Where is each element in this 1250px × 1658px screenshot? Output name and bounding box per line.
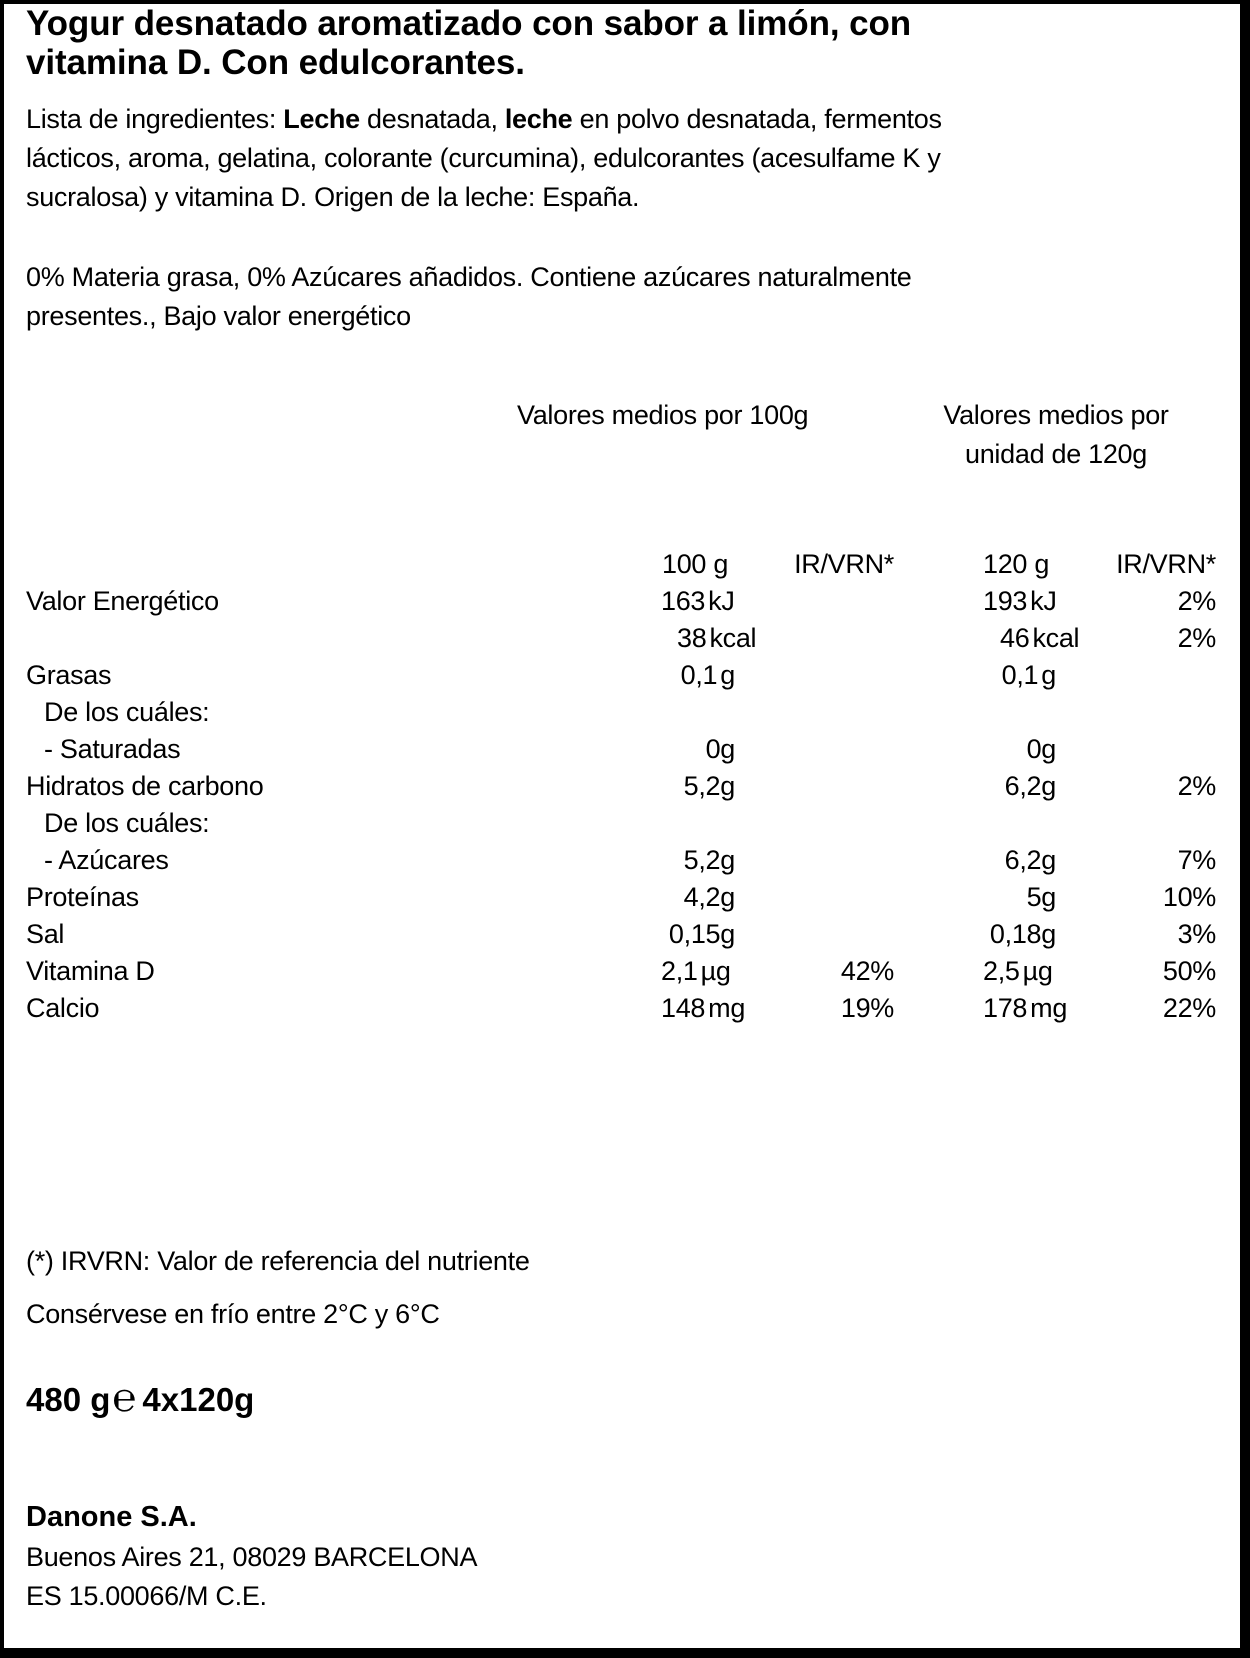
value-120g xyxy=(1002,657,1056,694)
value-number: 5,2 xyxy=(683,771,721,801)
nutrition-claims xyxy=(26,258,912,336)
value-100g xyxy=(661,990,745,1027)
value-number: 38 xyxy=(677,623,707,653)
value-unit: g xyxy=(1041,660,1056,690)
value-number: 0 xyxy=(1026,734,1042,764)
nutrient-label: Proteínas xyxy=(26,882,139,912)
value-number: 2,5 xyxy=(983,956,1020,986)
ingredients-prefix: Lista de ingredientes: xyxy=(26,104,284,134)
value-120g xyxy=(1005,768,1056,805)
product-title xyxy=(26,4,911,82)
nutrient-label: Calcio xyxy=(26,993,100,1023)
net-quantity xyxy=(26,1375,255,1420)
subheader-100g: 100 g xyxy=(662,549,729,579)
value-unit: g xyxy=(1041,882,1056,912)
value-unit: kcal xyxy=(709,623,757,653)
ir-120g: 3% xyxy=(1177,919,1216,949)
table-row xyxy=(0,731,1250,768)
table-row xyxy=(0,805,1250,842)
nutrient-label: Valor Energético xyxy=(26,586,219,616)
table-row xyxy=(0,620,1250,657)
value-100g xyxy=(684,768,735,805)
value-number: 0,18 xyxy=(989,919,1042,949)
ir-120g: 50% xyxy=(1162,956,1216,986)
value-number: 0,15 xyxy=(668,919,721,949)
ir-120g: 2% xyxy=(1177,623,1216,653)
estimated-sign-icon: ℮ xyxy=(112,1375,137,1420)
value-100g xyxy=(681,657,735,694)
company-name: Danone S.A. xyxy=(26,1501,197,1533)
value-120g xyxy=(1027,731,1056,768)
ir-120g: 10% xyxy=(1162,882,1216,912)
value-unit: g xyxy=(1041,919,1056,949)
ingredients-list xyxy=(26,100,942,217)
ingredients-text: desnatada, xyxy=(359,104,505,134)
value-unit: g xyxy=(720,919,735,949)
value-number: 163 xyxy=(661,586,706,616)
value-100g xyxy=(661,583,735,620)
nutrient-label: Hidratos de carbono xyxy=(26,771,264,801)
ir-120g: 2% xyxy=(1177,586,1216,616)
ir-100g: 19% xyxy=(840,993,894,1023)
product-title-line-2: vitamina D. Con edulcorantes. xyxy=(26,43,525,82)
value-100g xyxy=(677,620,756,657)
value-120g xyxy=(1005,842,1056,879)
value-120g xyxy=(983,953,1053,990)
value-unit: kcal xyxy=(1032,623,1080,653)
nutrient-sublabel: De los cuáles: xyxy=(44,697,210,727)
value-unit: g xyxy=(1041,771,1056,801)
value-120g xyxy=(1000,620,1079,657)
value-number: 2,1 xyxy=(661,956,698,986)
storage-instructions: Consérvese en frío entre 2°C y 6°C xyxy=(26,1299,440,1329)
subheader-ir-120g: IR/VRN* xyxy=(1116,549,1216,579)
ir-120g: 2% xyxy=(1177,771,1216,801)
value-100g xyxy=(684,879,735,916)
nutrient-label: Vitamina D xyxy=(26,956,155,986)
subheader-ir-100g: IR/VRN* xyxy=(794,549,894,579)
header-per-unit xyxy=(916,396,1196,474)
value-120g xyxy=(990,916,1056,953)
value-unit: g xyxy=(1041,734,1056,764)
value-unit: mg xyxy=(1030,993,1068,1023)
table-row xyxy=(0,916,1250,953)
value-number: 0,1 xyxy=(1001,660,1039,690)
ir-100g: 42% xyxy=(840,956,894,986)
table-subheader-row xyxy=(0,546,1250,583)
nutrient-label: - Saturadas xyxy=(44,734,181,764)
value-number: 0 xyxy=(705,734,721,764)
value-unit: mg xyxy=(708,993,746,1023)
product-title-line-1: Yogur desnatado aromatizado con sabor a limón, con xyxy=(26,4,912,43)
table-row xyxy=(0,657,1250,694)
value-unit: g xyxy=(720,771,735,801)
claims-line-1: 0% Materia grasa, 0% Azúcares añadidos. Contiene azúcares naturalmente xyxy=(26,262,912,292)
value-number: 178 xyxy=(983,993,1028,1023)
value-number: 193 xyxy=(983,586,1028,616)
value-number: 5,2 xyxy=(683,845,721,875)
footnote: (*) IRVRN: Valor de referencia del nutriente xyxy=(26,1246,530,1276)
pack-format: 4x120g xyxy=(142,1381,255,1418)
health-registry-number: ES 15.00066/M C.E. xyxy=(26,1581,267,1611)
net-weight: 480 g xyxy=(26,1381,111,1418)
allergen-leche-2: leche xyxy=(504,104,573,134)
value-120g xyxy=(983,583,1057,620)
table-row xyxy=(0,694,1250,731)
value-unit: g xyxy=(720,845,735,875)
ingredients-text: en polvo desnatada, fermentos xyxy=(572,104,942,134)
value-100g xyxy=(706,731,735,768)
value-unit: µg xyxy=(1022,956,1053,986)
header-per-unit-line-1: Valores medios por xyxy=(943,400,1169,430)
ingredients-line-3: sucralosa) y vitamina D. Origen de la leche: España. xyxy=(26,182,640,212)
nutrient-label: Grasas xyxy=(26,660,112,690)
claims-line-2: presentes., Bajo valor energético xyxy=(26,301,411,331)
ingredients-line-2: lácticos, aroma, gelatina, colorante (curcumina), edulcorantes (acesulfame K y xyxy=(26,143,941,173)
ingredients-line-1 xyxy=(26,100,942,139)
table-row xyxy=(0,842,1250,879)
value-unit: kJ xyxy=(708,586,735,616)
value-unit: g xyxy=(720,734,735,764)
value-number: 5 xyxy=(1026,882,1042,912)
ir-120g: 22% xyxy=(1162,993,1216,1023)
table-row xyxy=(0,768,1250,805)
value-unit: kJ xyxy=(1030,586,1057,616)
value-number: 148 xyxy=(661,993,706,1023)
value-number: 6,2 xyxy=(1004,845,1042,875)
value-unit: g xyxy=(720,882,735,912)
value-number: 46 xyxy=(1000,623,1030,653)
value-100g xyxy=(669,916,735,953)
ir-120g: 7% xyxy=(1177,845,1216,875)
table-row xyxy=(0,583,1250,620)
nutrient-label: - Azúcares xyxy=(44,845,169,875)
header-per-unit-line-2: unidad de 120g xyxy=(965,439,1147,469)
value-120g xyxy=(983,990,1067,1027)
value-number: 4,2 xyxy=(683,882,721,912)
value-unit: g xyxy=(720,660,735,690)
table-row xyxy=(0,953,1250,990)
nutrient-label: Sal xyxy=(26,919,65,949)
value-unit: g xyxy=(1041,845,1056,875)
value-100g xyxy=(684,842,735,879)
company-address: Buenos Aires 21, 08029 BARCELONA xyxy=(26,1542,478,1572)
table-row xyxy=(0,879,1250,916)
nutrient-sublabel: De los cuáles: xyxy=(44,808,210,838)
value-unit: µg xyxy=(700,956,731,986)
value-120g xyxy=(1027,879,1056,916)
table-row xyxy=(0,990,1250,1027)
value-100g xyxy=(661,953,731,990)
header-per-100g: Valores medios por 100g xyxy=(517,400,809,430)
value-number: 0,1 xyxy=(680,660,718,690)
value-number: 6,2 xyxy=(1004,771,1042,801)
allergen-leche: Leche xyxy=(283,104,360,134)
subheader-120g: 120 g xyxy=(983,549,1050,579)
